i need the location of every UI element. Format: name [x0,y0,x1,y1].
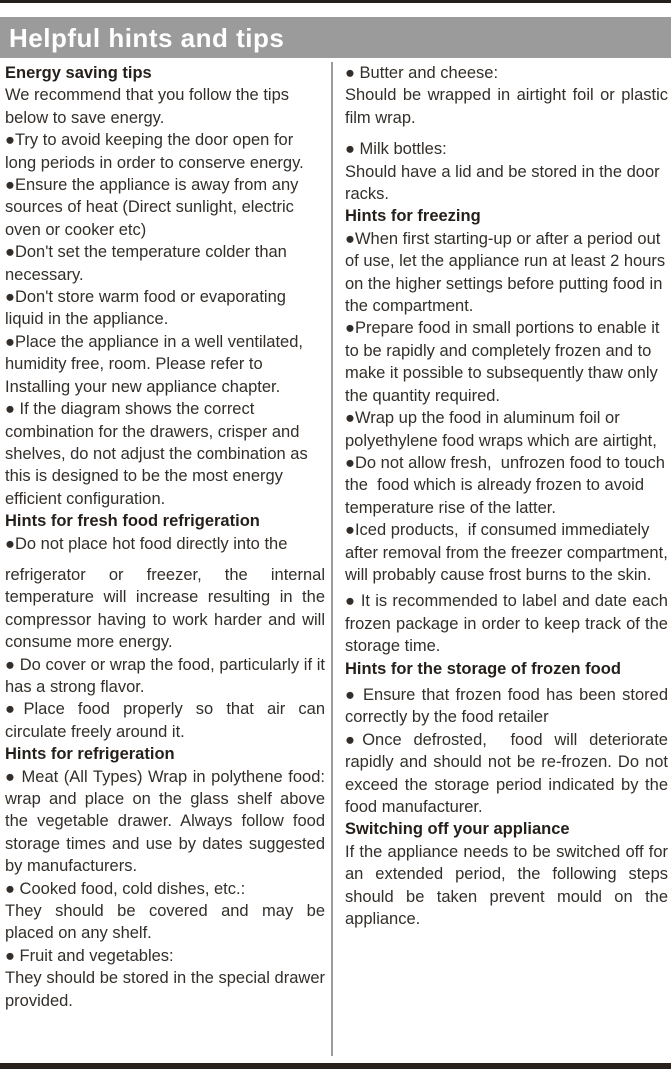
paragraph: ●Wrap up the food in aluminum foil or polyethylene food wraps which are airtight, [345,409,657,450]
paragraph: refrigerator or freezer, the internal temperature will increase resulting in the compressor having to work harder and will consume more energy. [5,565,325,652]
bottom-rule [0,1063,671,1069]
paragraph: Should be wrapped in airtight foil or plastic film wrap. [345,86,668,127]
paragraph: ● Butter and cheese: [345,64,499,82]
section-heading: Hints for the storage of frozen food [345,659,621,678]
right-column [333,62,671,1056]
paragraph: ●When first starting-up or after a period out of use, let the appliance run at least 2 hours on the higher settings before putting food in the compartment. [345,229,666,316]
paragraph: ●Ensure the appliance is away from any sources of heat (Direct sunlight, electric oven or cooker etc) [5,176,299,239]
paragraph: ●Do not place hot food directly into the [5,534,288,553]
paragraph: ● Meat (All Types) Wrap in polythene food: wrap and place on the glass shelf above the vegetable drawer. Always follow food storage times and use by dates suggested by manufacturers. [5,767,325,876]
paragraph: ●Iced products, if consumed immediately after removal from the freezer compartment, will probably cause frost burns to the skin. [345,521,668,584]
paragraph: ●Prepare food in small portions to enable it to be rapidly and completely frozen and to make it possible to subsequently thaw only the quantity required. [345,319,660,405]
paragraph: Should have a lid and be stored in the door racks. [345,162,660,204]
title-band [0,17,671,58]
content [0,62,671,1056]
paragraph: ● Milk bottles: [345,140,447,159]
paragraph: ●Once defrosted, food will deteriorate rapidly and should not be re-frozen. Do not exceed the storage period indicated by the food manufacturer. [345,730,668,816]
paragraph: ● Do cover or wrap the food, particularly if it has a strong flavor. [5,655,325,696]
left-column [0,62,331,1056]
paragraph: They should be stored in the special drawer provided. [5,969,325,1010]
page-title: Helpful hints and tips [9,22,285,53]
paragraph: ●Don't set the temperature colder than necessary. [5,243,287,284]
top-rule [0,0,671,3]
paragraph: ● Cooked food, cold dishes, etc.: [5,879,246,898]
section-heading: Hints for freezing [345,207,481,226]
paragraph: ●Place food properly so that air can circulate freely around it. [5,700,325,741]
paragraph: If the appliance needs to be switched off for an extended period, the following steps should be taken prevent mould on the appliance. [345,842,668,929]
section-heading: Energy saving tips [5,64,152,82]
paragraph: ●Try to avoid keeping the door open for long periods in order to conserve energy. [5,131,304,172]
paragraph: ●Place the appliance in a well ventilated, humidity free, room. Please refer to Installing your new appliance chapter. [5,332,303,396]
paragraph: ● Fruit and vegetables: [5,946,174,965]
paragraph: We recommend that you follow the tips below to save energy. [5,86,289,127]
paragraph: ●Do not allow fresh, unfrozen food to touch the food which is already frozen to avoid temperature rise of the latter. [345,453,665,517]
section-heading: Switching off your appliance [345,820,570,839]
section-heading: Hints for refrigeration [5,745,175,764]
paragraph: ● If the diagram shows the correct combination for the drawers, crisper and shelves, do not adjust the combination as this is designed to be the most energy efficient configuration. [5,400,308,508]
paragraph: ● It is recommended to label and date each frozen package in order to keep track of the storage time. [345,592,668,656]
section-heading: Hints for fresh food refrigeration [5,512,260,531]
paragraph: ● Ensure that frozen food has been stored correctly by the food retailer [345,685,668,727]
paragraph: ●Don't store warm food or evaporating liquid in the appliance. [5,288,286,329]
paragraph: They should be covered and may be placed on any shelf. [5,902,325,943]
